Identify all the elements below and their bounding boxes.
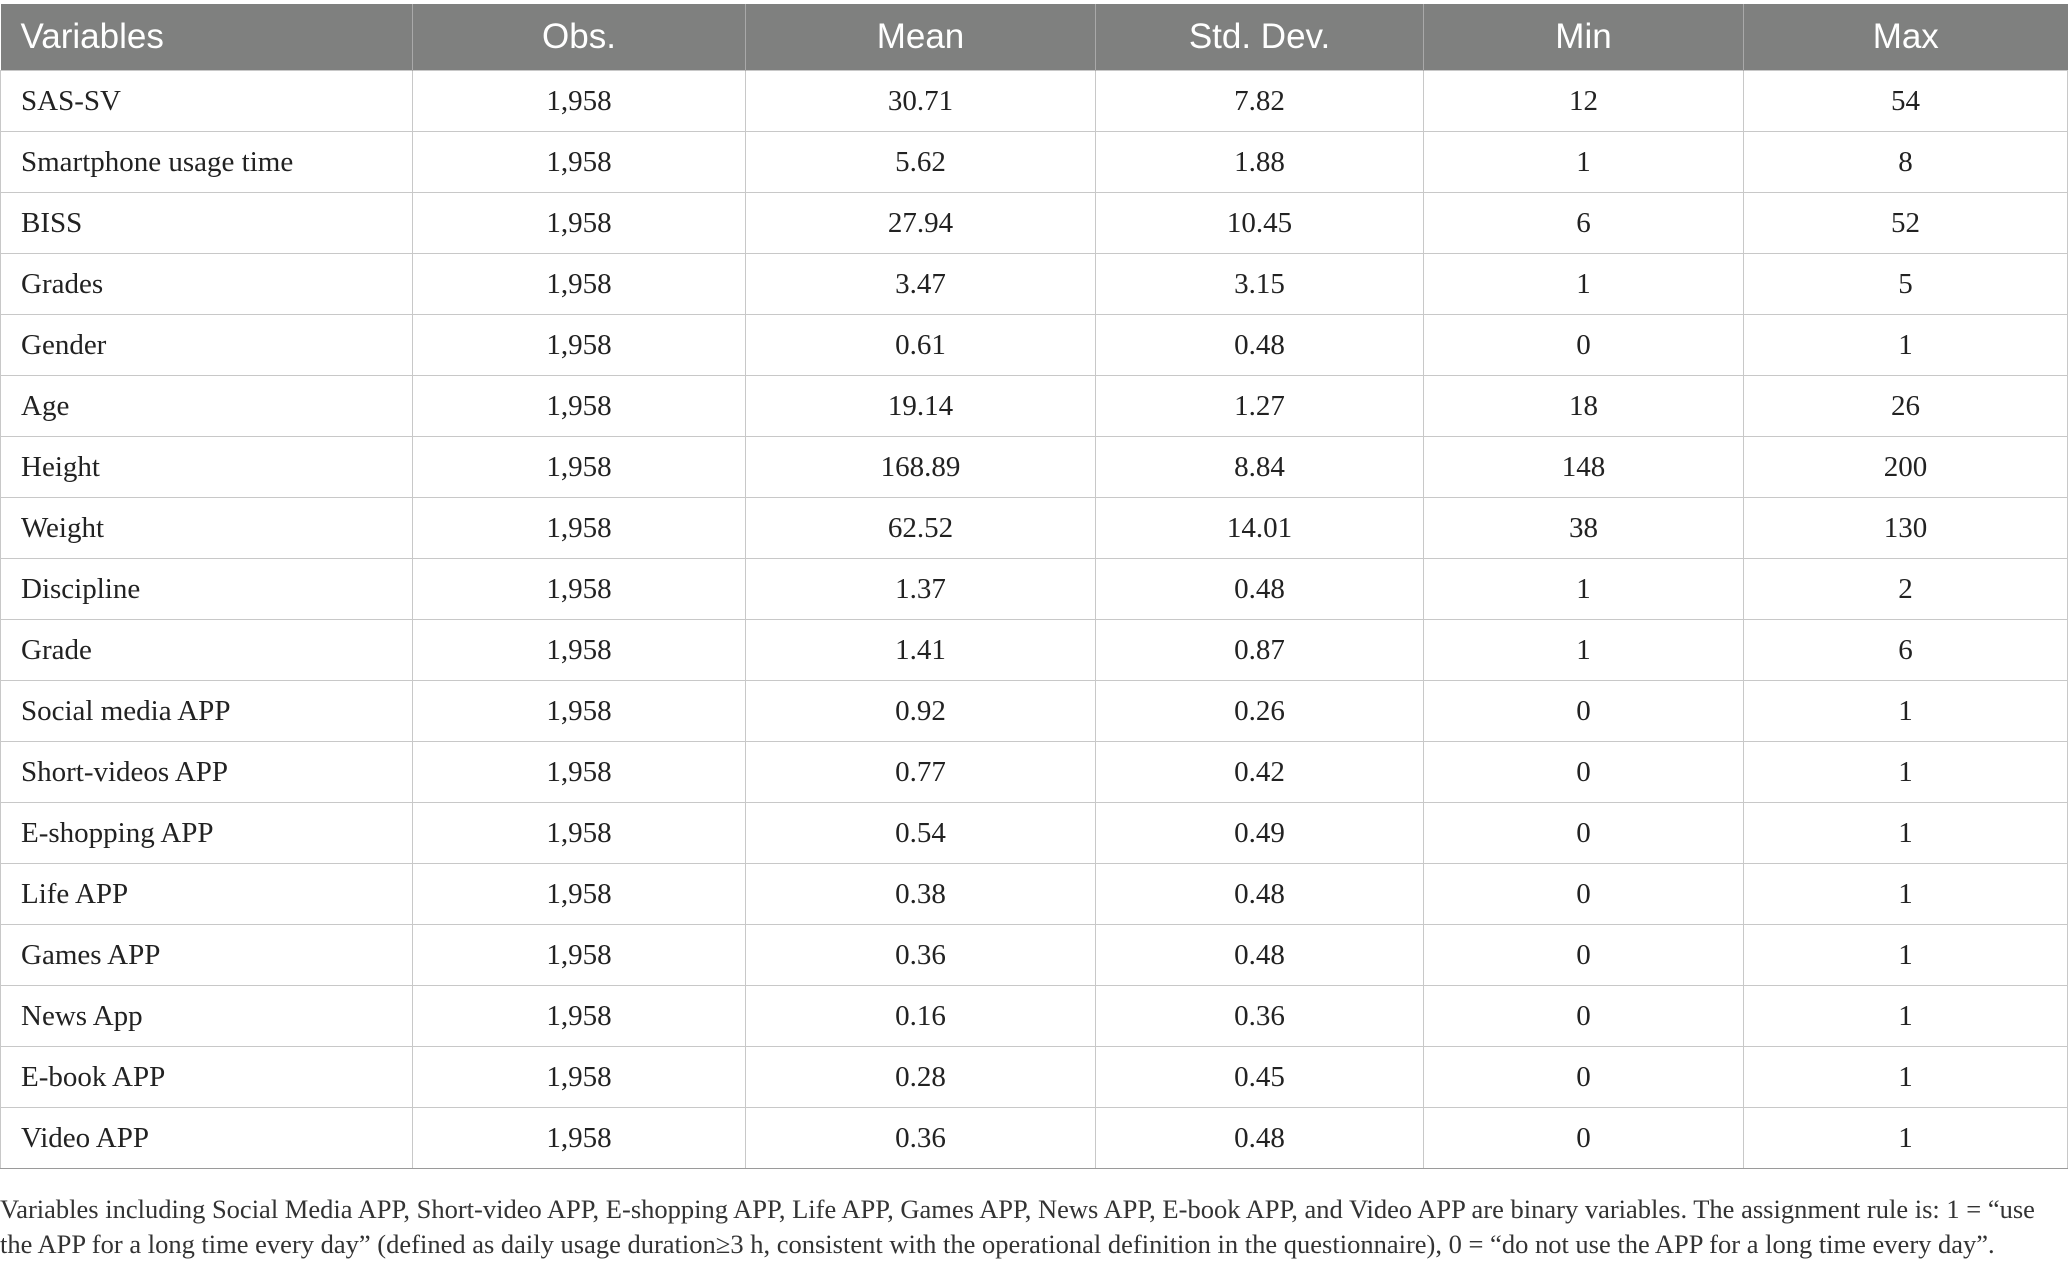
mean-cell: 168.89 xyxy=(746,437,1096,498)
std-dev-cell: 0.87 xyxy=(1096,620,1424,681)
variable-cell: News App xyxy=(1,986,413,1047)
std-dev-cell: 8.84 xyxy=(1096,437,1424,498)
variable-cell: Video APP xyxy=(1,1108,413,1169)
max-cell: 52 xyxy=(1744,193,2068,254)
mean-cell: 0.38 xyxy=(746,864,1096,925)
obs-cell: 1,958 xyxy=(413,681,746,742)
obs-cell: 1,958 xyxy=(413,376,746,437)
mean-cell: 27.94 xyxy=(746,193,1096,254)
table-row xyxy=(1,986,2068,1047)
variable-cell: Life APP xyxy=(1,864,413,925)
min-cell: 1 xyxy=(1424,132,1744,193)
variable-cell: E-shopping APP xyxy=(1,803,413,864)
variable-cell: BISS xyxy=(1,193,413,254)
obs-cell: 1,958 xyxy=(413,864,746,925)
obs-cell: 1,958 xyxy=(413,132,746,193)
mean-cell: 0.36 xyxy=(746,925,1096,986)
obs-cell: 1,958 xyxy=(413,315,746,376)
table-row xyxy=(1,498,2068,559)
std-dev-cell: 10.45 xyxy=(1096,193,1424,254)
max-cell: 1 xyxy=(1744,315,2068,376)
obs-cell: 1,958 xyxy=(413,742,746,803)
variable-cell: E-book APP xyxy=(1,1047,413,1108)
std-dev-cell: 0.48 xyxy=(1096,315,1424,376)
mean-cell: 0.28 xyxy=(746,1047,1096,1108)
min-cell: 6 xyxy=(1424,193,1744,254)
descriptive-statistics-table xyxy=(0,4,2068,1169)
min-cell: 18 xyxy=(1424,376,1744,437)
table-row xyxy=(1,71,2068,132)
obs-cell: 1,958 xyxy=(413,925,746,986)
obs-cell: 1,958 xyxy=(413,1047,746,1108)
variable-cell: SAS-SV xyxy=(1,71,413,132)
table-row xyxy=(1,803,2068,864)
descriptive-statistics-table-container xyxy=(0,4,2068,1169)
table-row xyxy=(1,132,2068,193)
std-dev-cell: 0.48 xyxy=(1096,559,1424,620)
min-cell: 1 xyxy=(1424,254,1744,315)
min-cell: 0 xyxy=(1424,742,1744,803)
max-cell: 6 xyxy=(1744,620,2068,681)
column-header: Max xyxy=(1744,4,2068,71)
max-cell: 200 xyxy=(1744,437,2068,498)
obs-cell: 1,958 xyxy=(413,1108,746,1169)
table-row xyxy=(1,681,2068,742)
std-dev-cell: 0.48 xyxy=(1096,864,1424,925)
max-cell: 1 xyxy=(1744,1047,2068,1108)
min-cell: 0 xyxy=(1424,864,1744,925)
mean-cell: 5.62 xyxy=(746,132,1096,193)
std-dev-cell: 0.36 xyxy=(1096,986,1424,1047)
mean-cell: 0.54 xyxy=(746,803,1096,864)
obs-cell: 1,958 xyxy=(413,71,746,132)
max-cell: 5 xyxy=(1744,254,2068,315)
min-cell: 1 xyxy=(1424,620,1744,681)
min-cell: 1 xyxy=(1424,559,1744,620)
variable-cell: Discipline xyxy=(1,559,413,620)
max-cell: 54 xyxy=(1744,71,2068,132)
mean-cell: 0.61 xyxy=(746,315,1096,376)
mean-cell: 3.47 xyxy=(746,254,1096,315)
obs-cell: 1,958 xyxy=(413,559,746,620)
std-dev-cell: 1.88 xyxy=(1096,132,1424,193)
header-row xyxy=(1,4,2068,71)
column-header: Min xyxy=(1424,4,1744,71)
std-dev-cell: 3.15 xyxy=(1096,254,1424,315)
max-cell: 1 xyxy=(1744,986,2068,1047)
max-cell: 1 xyxy=(1744,803,2068,864)
table-row xyxy=(1,193,2068,254)
min-cell: 12 xyxy=(1424,71,1744,132)
max-cell: 130 xyxy=(1744,498,2068,559)
max-cell: 1 xyxy=(1744,864,2068,925)
obs-cell: 1,958 xyxy=(413,620,746,681)
table-row xyxy=(1,254,2068,315)
variable-cell: Smartphone usage time xyxy=(1,132,413,193)
mean-cell: 62.52 xyxy=(746,498,1096,559)
table-footnote: Variables including Social Media APP, Short-video APP, E-shopping APP, Life APP, Games APP, News APP, E-book APP, and Video APP are binary variables. The assignment rule is: 1 = “use the APP for a long time every day” (defined as daily usage duration≥3 h, consistent with the operational definition in the questionnaire), 0 = “do not use the APP for a long time every day”. xyxy=(0,1194,2035,1259)
min-cell: 0 xyxy=(1424,1108,1744,1169)
std-dev-cell: 7.82 xyxy=(1096,71,1424,132)
min-cell: 0 xyxy=(1424,315,1744,376)
mean-cell: 0.92 xyxy=(746,681,1096,742)
variable-cell: Height xyxy=(1,437,413,498)
mean-cell: 0.16 xyxy=(746,986,1096,1047)
mean-cell: 1.41 xyxy=(746,620,1096,681)
variable-cell: Grade xyxy=(1,620,413,681)
max-cell: 1 xyxy=(1744,925,2068,986)
min-cell: 0 xyxy=(1424,986,1744,1047)
variable-cell: Social media APP xyxy=(1,681,413,742)
max-cell: 1 xyxy=(1744,681,2068,742)
column-header: Std. Dev. xyxy=(1096,4,1424,71)
table-row xyxy=(1,864,2068,925)
variable-cell: Games APP xyxy=(1,925,413,986)
max-cell: 2 xyxy=(1744,559,2068,620)
min-cell: 0 xyxy=(1424,1047,1744,1108)
max-cell: 1 xyxy=(1744,1108,2068,1169)
mean-cell: 19.14 xyxy=(746,376,1096,437)
min-cell: 0 xyxy=(1424,803,1744,864)
mean-cell: 30.71 xyxy=(746,71,1096,132)
std-dev-cell: 0.49 xyxy=(1096,803,1424,864)
variable-cell: Short-videos APP xyxy=(1,742,413,803)
std-dev-cell: 14.01 xyxy=(1096,498,1424,559)
std-dev-cell: 0.48 xyxy=(1096,1108,1424,1169)
obs-cell: 1,958 xyxy=(413,254,746,315)
mean-cell: 1.37 xyxy=(746,559,1096,620)
table-row xyxy=(1,1108,2068,1169)
column-header: Variables xyxy=(1,4,413,71)
obs-cell: 1,958 xyxy=(413,437,746,498)
obs-cell: 1,958 xyxy=(413,193,746,254)
max-cell: 8 xyxy=(1744,132,2068,193)
obs-cell: 1,958 xyxy=(413,803,746,864)
obs-cell: 1,958 xyxy=(413,986,746,1047)
variable-cell: Weight xyxy=(1,498,413,559)
std-dev-cell: 0.26 xyxy=(1096,681,1424,742)
std-dev-cell: 1.27 xyxy=(1096,376,1424,437)
table-row xyxy=(1,315,2068,376)
table-row xyxy=(1,559,2068,620)
min-cell: 38 xyxy=(1424,498,1744,559)
mean-cell: 0.77 xyxy=(746,742,1096,803)
min-cell: 148 xyxy=(1424,437,1744,498)
std-dev-cell: 0.45 xyxy=(1096,1047,1424,1108)
variable-cell: Age xyxy=(1,376,413,437)
std-dev-cell: 0.48 xyxy=(1096,925,1424,986)
max-cell: 1 xyxy=(1744,742,2068,803)
table-header xyxy=(1,4,2068,71)
table-row xyxy=(1,376,2068,437)
max-cell: 26 xyxy=(1744,376,2068,437)
mean-cell: 0.36 xyxy=(746,1108,1096,1169)
std-dev-cell: 0.42 xyxy=(1096,742,1424,803)
obs-cell: 1,958 xyxy=(413,498,746,559)
min-cell: 0 xyxy=(1424,681,1744,742)
table-row xyxy=(1,742,2068,803)
table-body xyxy=(1,71,2068,1169)
table-row xyxy=(1,437,2068,498)
variable-cell: Grades xyxy=(1,254,413,315)
table-row xyxy=(1,1047,2068,1108)
variable-cell: Gender xyxy=(1,315,413,376)
min-cell: 0 xyxy=(1424,925,1744,986)
table-row xyxy=(1,620,2068,681)
column-header: Mean xyxy=(746,4,1096,71)
table-row xyxy=(1,925,2068,986)
column-header: Obs. xyxy=(413,4,746,71)
